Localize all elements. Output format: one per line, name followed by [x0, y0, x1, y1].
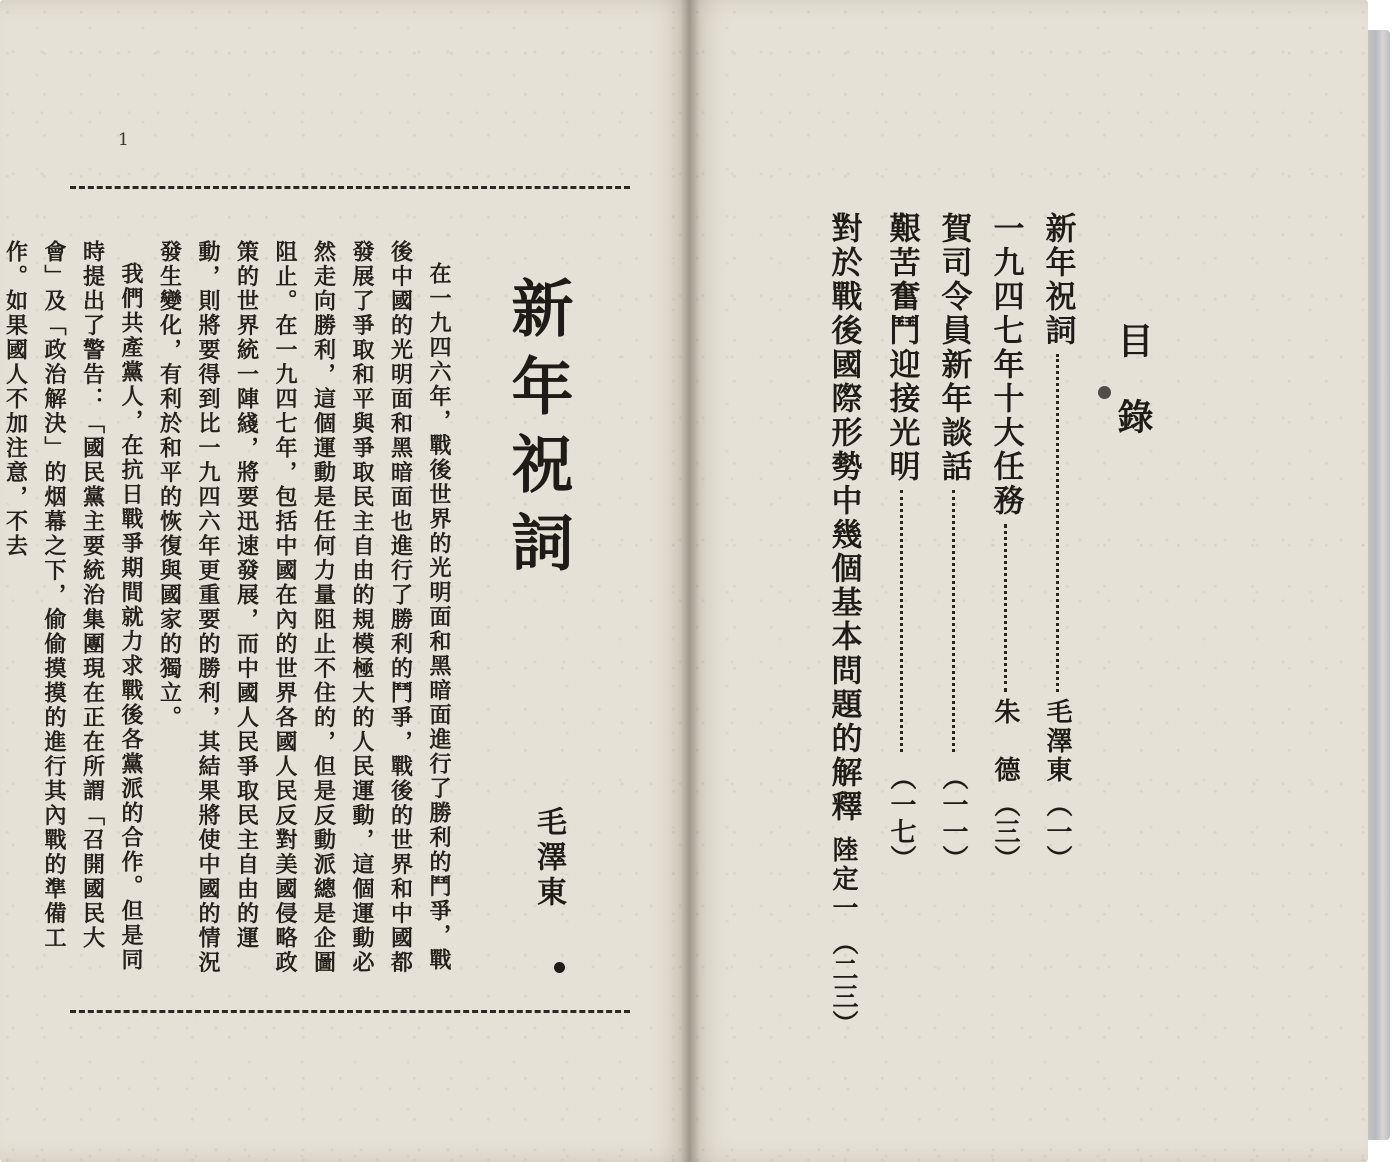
- toc-entry-title: 對於戰後國際形勢中幾個基本問題的解釋: [825, 212, 862, 824]
- frame-top-rule: [70, 186, 630, 189]
- frame-bottom-rule: [70, 1010, 630, 1013]
- toc-entry-page: （三）: [990, 791, 1020, 872]
- toc-entry[interactable]: [988, 212, 1022, 872]
- toc-entry-title: 艱苦奮鬥迎接光明: [883, 212, 920, 484]
- right-page: [690, 0, 1368, 1162]
- toc-entry-author: 朱 德: [990, 698, 1020, 785]
- left-page: [0, 0, 690, 1162]
- toc-entry-author: 陸定一: [828, 836, 858, 923]
- toc-entry[interactable]: [825, 212, 862, 1037]
- essay-title: 新年祝詞: [501, 276, 574, 588]
- toc-heading: 目錄: [1112, 322, 1154, 474]
- toc-entry-title: 一九四七年十大任務: [987, 212, 1024, 518]
- essay-body: [2, 240, 458, 988]
- toc-entry-page: （一一）: [938, 764, 968, 872]
- essay-paragraph-2: 我們共產黨人，在抗日戰爭期間就力求戰後各黨派的合作。但是同時提出了警告：「國民黨主要統治集團現在正在所謂「召開國民大會」及「政治解決」的烟幕之下，偷偷摸摸的進行其內戰的準備工作。如果國人不加注意，不去: [2, 240, 144, 973]
- book-gutter: [680, 0, 700, 1162]
- toc-dot-leader: [1056, 354, 1059, 692]
- toc-entry-page: （二三）: [828, 929, 858, 1037]
- toc-dot-leader: [952, 490, 955, 752]
- page-number: 1: [118, 130, 129, 150]
- bullet-dot: [554, 962, 565, 973]
- toc-entry[interactable]: [1040, 212, 1074, 872]
- bullet-dot: [1098, 386, 1111, 399]
- toc-dot-leader: [900, 490, 903, 752]
- toc-entry-page: （一）: [1042, 791, 1072, 872]
- page-stack-edge: [1366, 30, 1390, 1140]
- toc-entry-author: 毛澤東: [1042, 698, 1072, 785]
- toc-entry[interactable]: [936, 212, 970, 872]
- toc-entry[interactable]: [884, 212, 918, 872]
- essay-author: 毛澤東: [531, 806, 566, 911]
- toc-entry-title: 賀司令員新年談話: [935, 212, 972, 484]
- toc-entry-title: 新年祝詞: [1039, 212, 1076, 348]
- essay-paragraph-1: 在一九四六年，戰後世界的光明面和黑暗面進行了勝利的鬥爭，戰後中國的光明面和黑暗面也進行了勝利的鬥爭，戰後的世界和中國都發展了爭取和平與爭取民主自由的規模極大的人民運動，這個運動必然走向勝利，這個運動是任何力量阻止不住的，但是反動派總是企圖阻止。在一九四七年，包括中國在內的世界各國人民反對美國侵略政策的世界統一陣綫，將要迅速發展，而中國人民爭取民主自由的運動，則將要得到比一九四六年更重要的勝利，其結果將使中國的情況發生變化，有利於和平的恢復與國家的獨立。: [156, 240, 452, 975]
- toc-dot-leader: [1004, 524, 1007, 692]
- toc-entry-page: （一七）: [886, 764, 916, 872]
